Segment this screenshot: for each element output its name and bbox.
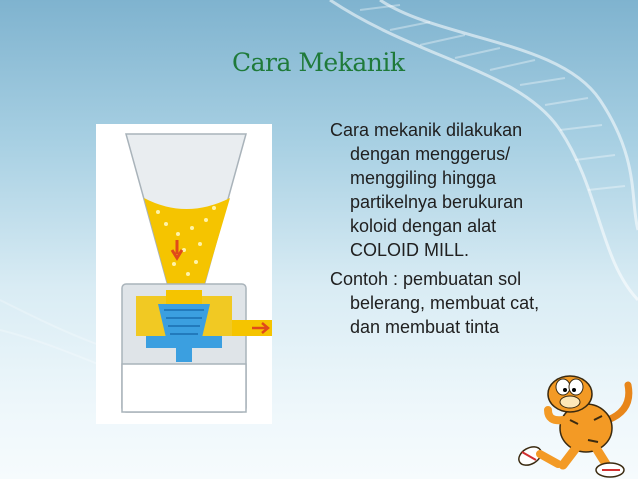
garfield-cartoon-icon [508, 360, 638, 479]
text-line: COLOID MILL. [350, 240, 470, 260]
text-line: Contoh : pembuatan sol [330, 269, 522, 289]
paragraph-mechanical-method [330, 118, 630, 262]
text-line: dengan menggerus/ [350, 144, 511, 164]
text-line: Cara mekanik dilakukan [330, 120, 523, 140]
paragraph-example [330, 267, 630, 339]
colloid-mill-diagram-icon [96, 124, 272, 424]
text-line: belerang, membuat cat, [350, 293, 540, 313]
text-line: menggiling hingga [350, 168, 497, 188]
text-line: partikelnya berukuran [350, 192, 524, 212]
text-line: koloid dengan alat [350, 216, 497, 236]
slide-body [330, 118, 630, 344]
text-line: dan membuat tinta [350, 317, 500, 337]
slide-title: Cara Mekanik [232, 48, 405, 77]
